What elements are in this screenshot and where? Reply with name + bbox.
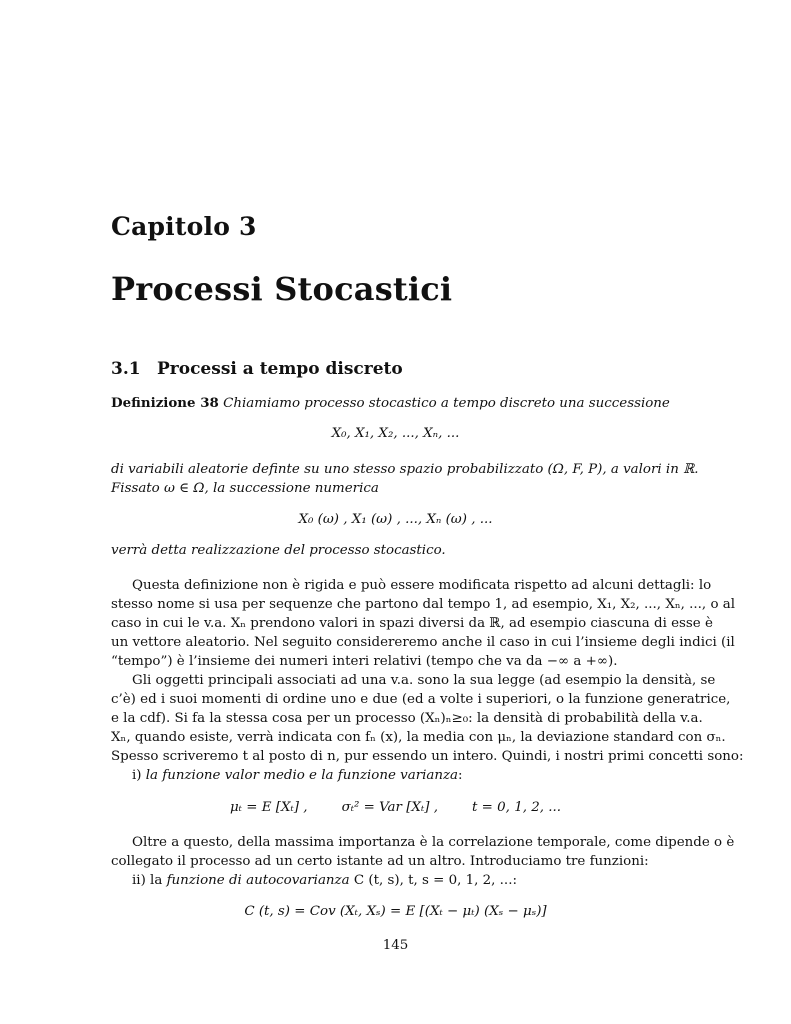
formula-mean-variance: μₜ = E [Xₜ] , σₜ² = Var [Xₜ] , t = 0, 1, 2, ... [229,800,562,815]
list-item-2 [111,873,702,888]
definition-line-3: Fissato ω ∈ Ω, la successione numerica [111,481,379,496]
paragraph-2-line: e la cdf). Si fa la stessa cosa per un processo (Xₙ)ₙ≥₀: la densità di probabilità della v.a. [111,711,703,726]
paragraph-1-line: un vettore aleatorio. Nel seguito considereremo anche il caso in cui l’insieme degli indici (il [111,635,735,650]
list-item-1-text: la funzione valor medio e la funzione varianza [145,768,459,783]
list-item-1-suffix: : [458,768,463,783]
definition-line-2: di variabili aleatorie definte su uno stesso spazio probabilizzato (Ω, F, P), a valori in ℝ. [111,462,699,477]
paragraph-2-line: c’è) ed i suoi momenti di ordine uno e due (ed a volte i superiori, o la funzione generatrice, [111,692,731,707]
paragraph-2-line: Xₙ, quando esiste, verrà indicata con fₙ (x), la media con μₙ, la deviazione standard con σₙ. [111,730,726,745]
section-heading [111,359,403,379]
section-number: 3.1 [111,359,141,379]
chapter-title: Processi Stocastici [111,270,453,308]
list-item-1-prefix: i) [132,768,146,783]
page-number: 145 [382,938,409,953]
list-item-2-suffix: C (t, s), t, s = 0, 1, 2, ...: [349,873,517,888]
list-item-1 [111,768,702,783]
list-item-2-text: funzione di autocovarianza [166,873,350,888]
paragraph-1-line: “tempo”) è l’insieme dei numeri interi relativi (tempo che va da −∞ a +∞). [111,654,618,669]
list-item-2-prefix: ii) la [132,873,167,888]
formula-sequence: X₀, X₁, X₂, ..., Xₙ, ... [331,426,460,441]
definition-line-4: verrà detta realizzazione del processo stocastico. [111,543,446,558]
section-title: Processi a tempo discreto [157,359,403,379]
paragraph-1-line: Questa definizione non è rigida e può essere modificata rispetto ad alcuni dettagli: lo [132,578,712,593]
formula-realization: X₀ (ω) , X₁ (ω) , ..., Xₙ (ω) , ... [298,512,493,527]
formula-autocovariance: C (t, s) = Cov (Xₜ, Xₛ) = E [(Xₜ − μₜ) (Xₛ − μₛ)] [244,904,547,919]
definition-text: Chiamiamo processo stocastico a tempo discreto una successione [223,396,670,411]
definition-intro [111,395,670,411]
paragraph-1-line: stesso nome si usa per sequenze che partono dal tempo 1, ad esempio, X₁, X₂, ..., Xₙ, ..., o al [111,597,736,612]
paragraph-3-line: Oltre a questo, della massima importanza è la correlazione temporale, come dipende o è [132,835,735,850]
chapter-label: Capitolo 3 [111,212,257,241]
paragraph-3-line: collegato il processo ad un certo istante ad un altro. Introduciamo tre funzioni: [111,854,649,869]
definition-label: Definizione 38 [111,395,219,411]
paragraph-1-line: caso in cui le v.a. Xₙ prendono valori in spazi diversi da ℝ, ad esempio ciascuna di esse è [111,616,713,631]
paragraph-2-line: Spesso scriveremo t al posto di n, pur essendo un intero. Quindi, i nostri primi concetti sono: [111,749,744,764]
paragraph-2-line: Gli oggetti principali associati ad una v.a. sono la sua legge (ad esempio la densità, se [132,673,716,688]
